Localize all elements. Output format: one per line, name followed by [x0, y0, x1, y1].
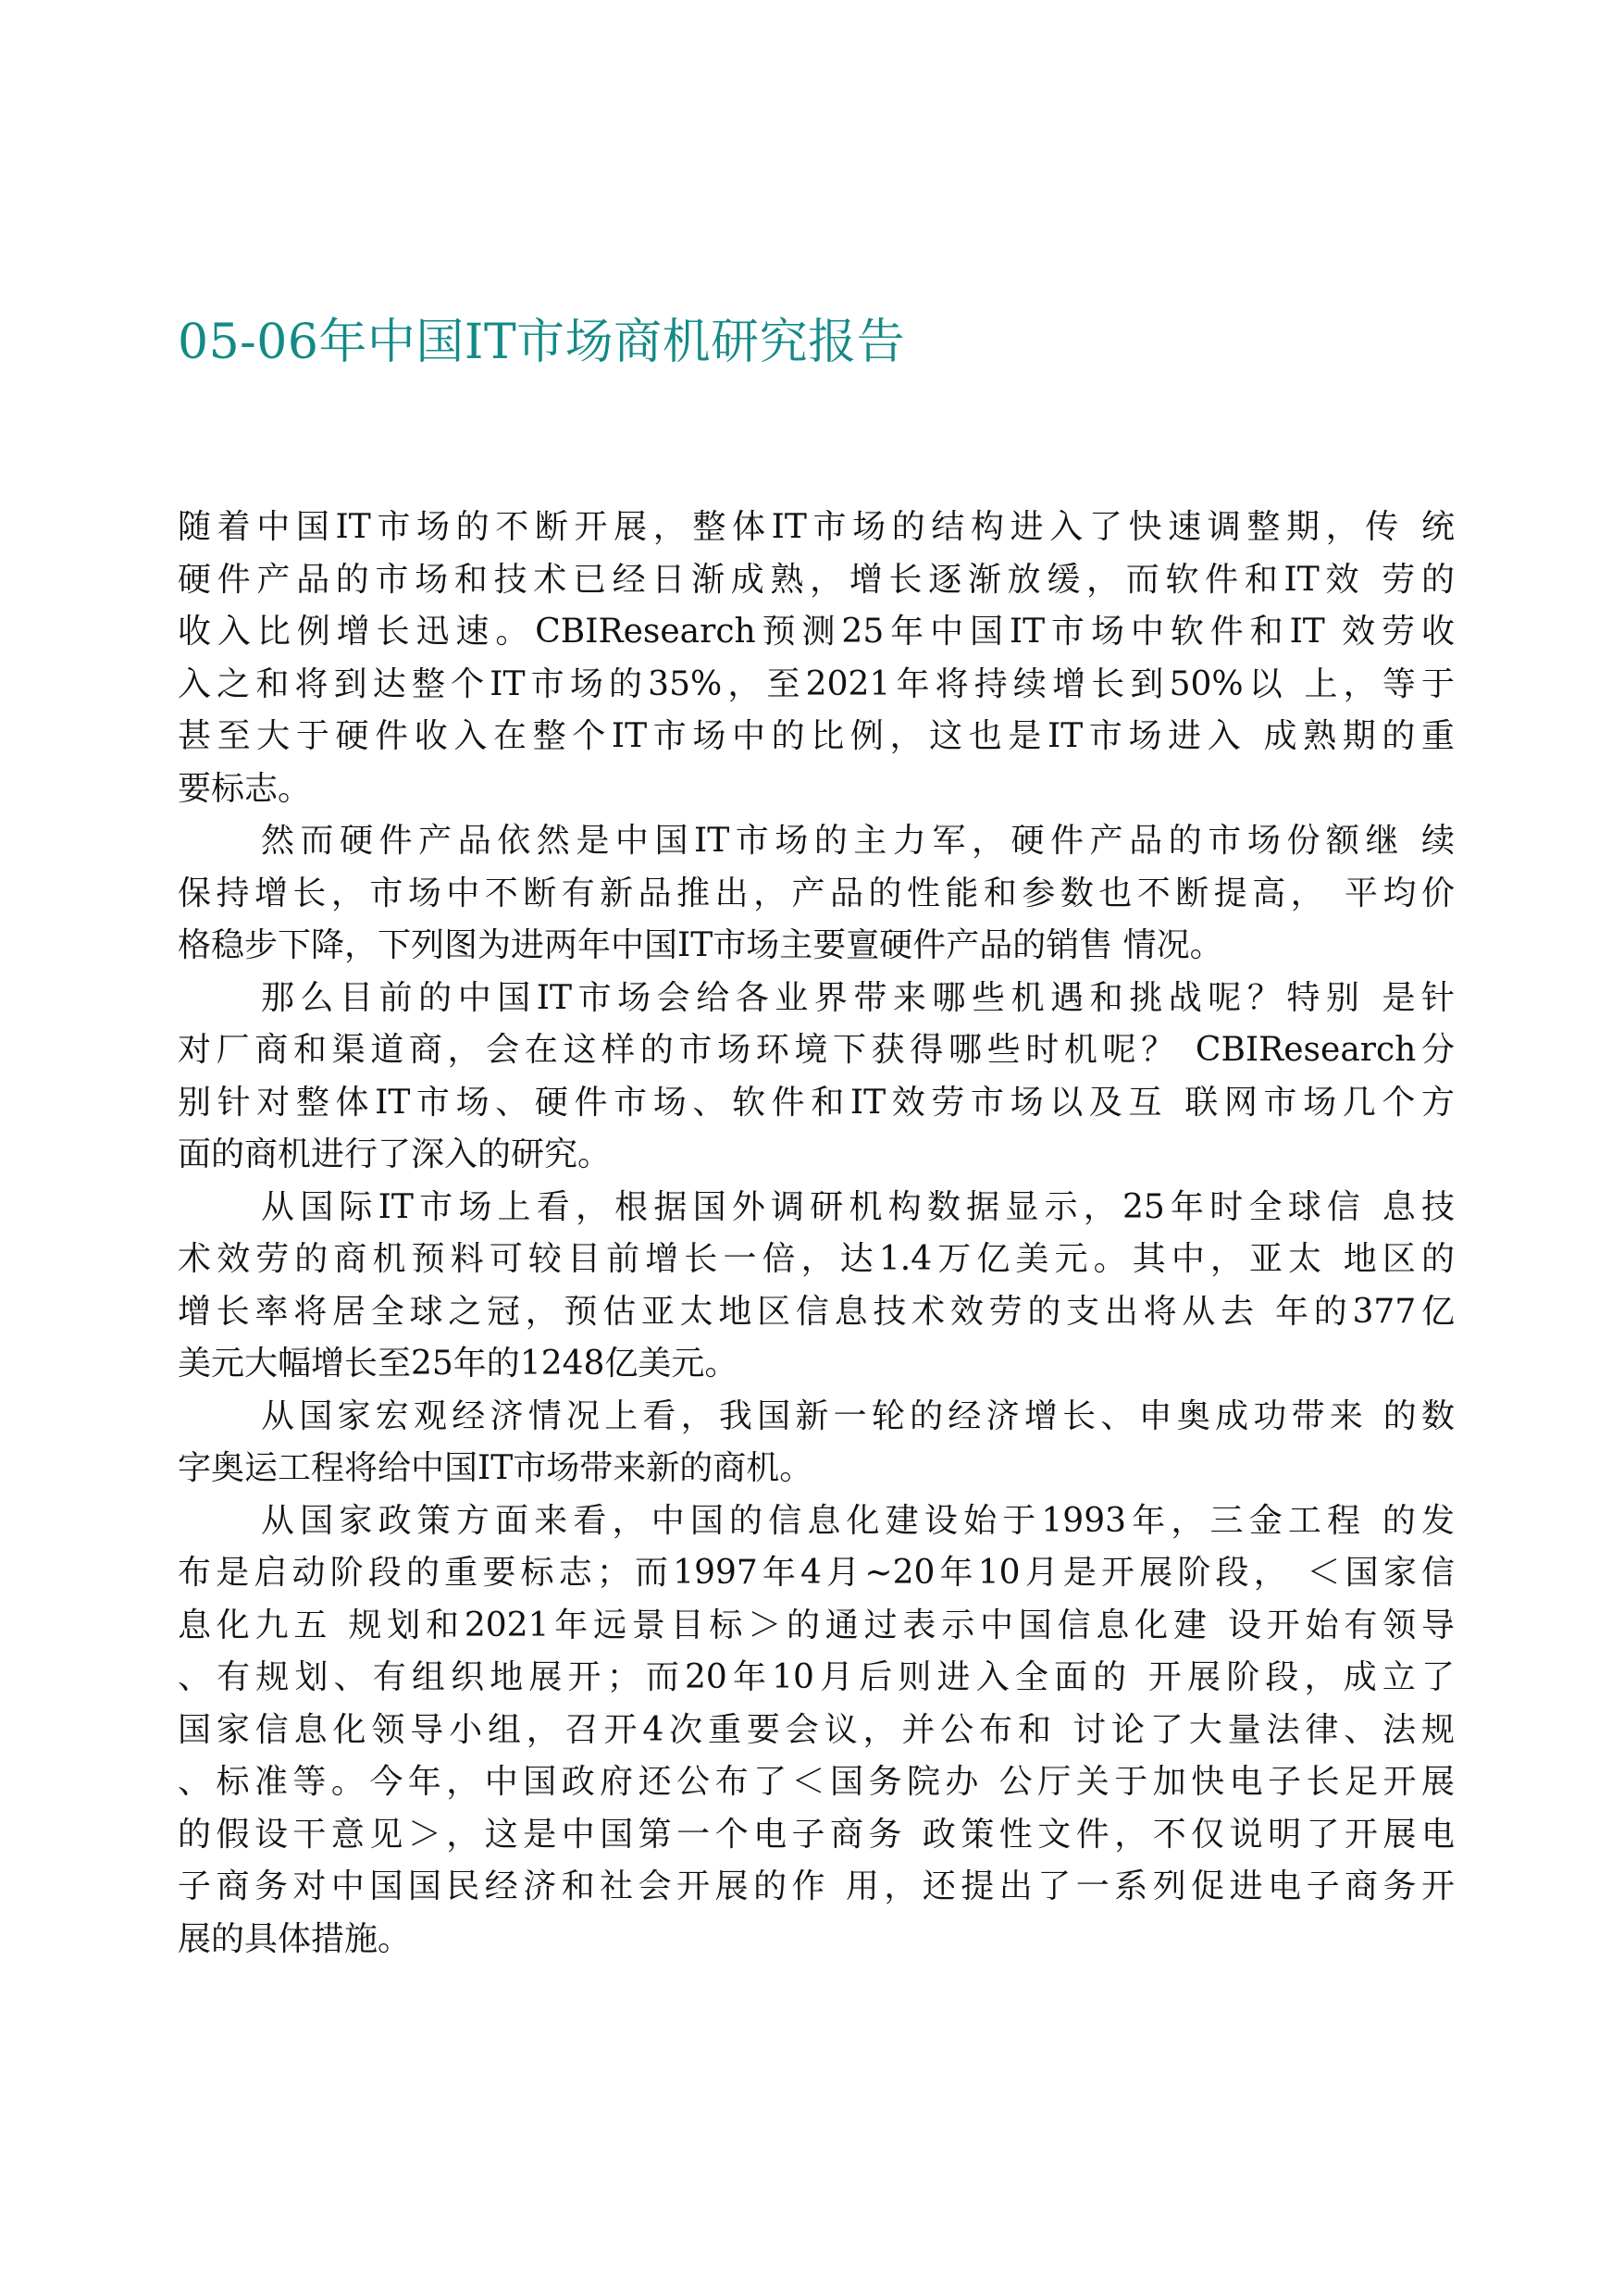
paragraph-line: 那么目前的中国IT市场会给各业界带来哪些机遇和挑战呢？特别 是针 [261, 978, 1455, 1017]
paragraph-line: 从国际IT市场上看，根据国外调研机构数据显示，25年时全球信 息技 [261, 1187, 1455, 1226]
paragraph-line: 展的具体措施。 [178, 1919, 412, 1958]
document-title: 05-06年中国IT市场商机研究报告 [178, 315, 906, 370]
paragraph-line: 的假设干意见＞，这是中国第一个电子商务 政策性文件，不仅说明了开展电 [178, 1815, 1455, 1854]
paragraph-line: 随着中国IT市场的不断开展，整体IT市场的结构进入了快速调整期，传 统 [178, 508, 1455, 546]
paragraph-line: 入之和将到达整个IT市场的35%，至2021年将持续增长到50%以 上，等于 [178, 664, 1455, 703]
paragraph-line: 布是启动阶段的重要标志；而1997年4月~20年10月是开展阶段， ＜国家信 [178, 1554, 1455, 1592]
paragraph-line: 增长率将居全球之冠，预估亚太地区信息技术效劳的支出将从去 年的377亿 [178, 1292, 1455, 1331]
paragraph-line: 息化九五 规划和2021年远景目标＞的通过表示中国信息化建 设开始有领导 [178, 1606, 1455, 1644]
paragraph-line: 从国家宏观经济情况上看，我国新一轮的经济增长、申奥成功带来 的数 [261, 1396, 1455, 1435]
paragraph-line: 国家信息化领导小组，召开4次重要会议，并公布和 讨论了大量法律、法规 [178, 1710, 1455, 1749]
paragraph-line: 术效劳的商机预料可较目前增长一倍，达1.4万亿美元。其中，亚太 地区的 [178, 1240, 1455, 1278]
paragraph-line: 美元大幅增长至25年的1248亿美元。 [178, 1345, 738, 1383]
paragraph-line: 、有规划、有组织地展开；而20年10月后则进入全面的 开展阶段，成立了 [178, 1658, 1455, 1696]
paragraph-line: 子商务对中国国民经济和社会开展的作 用，还提出了一系列促进电子商务开 [178, 1867, 1455, 1905]
paragraph-line: 然而硬件产品依然是中国IT市场的主力军，硬件产品的市场份额继 续 [261, 822, 1455, 860]
paragraph-line: 要标志。 [178, 769, 312, 808]
paragraph-line: 收入比例增长迅速。CBIResearch预测25年中国IT市场中软件和IT 效劳收 [178, 613, 1455, 651]
paragraph-line: 保持增长，市场中不断有新品推出，产品的性能和参数也不断提高， 平均价 [178, 874, 1455, 912]
paragraph-line: 甚至大于硬件收入在整个IT市场中的比例，这也是IT市场进入 成熟期的重 [178, 717, 1455, 755]
paragraph-line: 别针对整体IT市场、硬件市场、软件和IT效劳市场以及互 联网市场几个方 [178, 1083, 1455, 1122]
paragraph-line: 字奥运工程将给中国IT市场带来新的商机。 [178, 1449, 813, 1487]
paragraph-line: 、标准等。今年，中国政府还公布了＜国务院办 公厅关于加快电子长足开展 [178, 1763, 1455, 1801]
paragraph-line: 硬件产品的市场和技术已经日渐成熟，增长逐渐放缓，而软件和IT效 劳的 [178, 560, 1455, 599]
paragraph-line: 格稳步下降，下列图为进两年中国IT市场主要亶硬件产品的销售 情况。 [178, 926, 1223, 964]
paragraph-line: 对厂商和渠道商，会在这样的市场环境下获得哪些时机呢？ CBIResearch分 [178, 1031, 1455, 1069]
document-body [178, 502, 1455, 1966]
paragraph-line: 面的商机进行了深入的研究。 [178, 1135, 612, 1173]
paragraph-line: 从国家政策方面来看，中国的信息化建设始于1993年，三金工程 的发 [261, 1501, 1455, 1540]
